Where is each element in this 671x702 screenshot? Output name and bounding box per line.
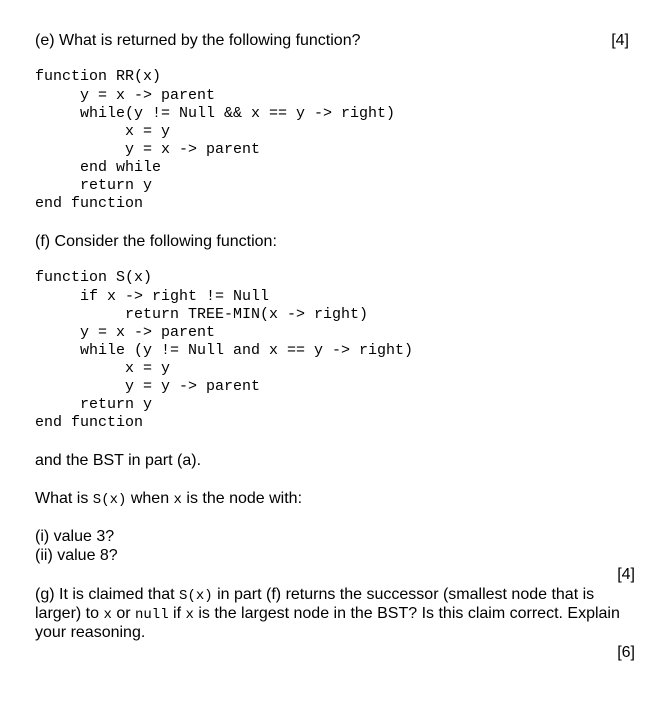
text-fragment: or: [111, 605, 135, 622]
inline-code: x: [173, 492, 182, 508]
code-line: if x -> right != Null: [35, 288, 270, 305]
text-fragment: larger) to: [35, 605, 104, 622]
text-fragment: is the largest node in the BST? Is this claim correct. Explain: [193, 605, 620, 622]
sub-question-ii: (ii) value 8?: [35, 547, 118, 564]
code-line: y = x -> parent: [35, 324, 216, 341]
question-g-line-3: your reasoning.: [35, 624, 146, 641]
question-f: (f) Consider the following function:: [35, 233, 277, 250]
code-line: while(y != Null && x == y -> right): [35, 105, 396, 122]
code-line: function RR(x): [35, 68, 162, 85]
inline-code: null: [135, 607, 169, 623]
question-g-line-2: [35, 604, 620, 625]
code-line: x = y: [35, 360, 171, 377]
inline-code: x: [185, 607, 194, 623]
question-s-of-x: [35, 489, 302, 510]
sub-question-i: (i) value 3?: [35, 528, 115, 545]
marks-g: [6]: [617, 644, 635, 661]
text-fragment: when: [126, 490, 174, 507]
text-fragment: if: [168, 605, 186, 622]
code-line: end function: [35, 195, 144, 212]
code-line: end function: [35, 414, 144, 431]
inline-code: S(x): [179, 588, 213, 604]
bst-reference: and the BST in part (a).: [35, 452, 202, 469]
code-line: return y: [35, 177, 153, 194]
code-line: function S(x): [35, 269, 153, 286]
inline-code: x: [103, 607, 112, 623]
text-fragment: (g) It is claimed that: [35, 586, 180, 603]
marks-f: [4]: [617, 566, 635, 583]
marks-e: [4]: [611, 32, 629, 49]
code-line: return TREE-MIN(x -> right): [35, 306, 369, 323]
code-line: y = x -> parent: [35, 141, 261, 158]
text-fragment: is the node with:: [181, 490, 303, 507]
text-fragment: What is: [35, 490, 93, 507]
text-fragment: in part (f) returns the successor (smallest node that is: [212, 586, 595, 603]
code-line: return y: [35, 396, 153, 413]
code-line: while (y != Null and x == y -> right): [35, 342, 414, 359]
code-line: end while: [35, 159, 162, 176]
inline-code: S(x): [92, 492, 127, 508]
question-e: (e) What is returned by the following function?: [35, 32, 361, 49]
code-line: x = y: [35, 123, 171, 140]
question-g-line-1: [35, 585, 594, 606]
code-line: y = y -> parent: [35, 378, 261, 395]
code-line: y = x -> parent: [35, 87, 216, 104]
